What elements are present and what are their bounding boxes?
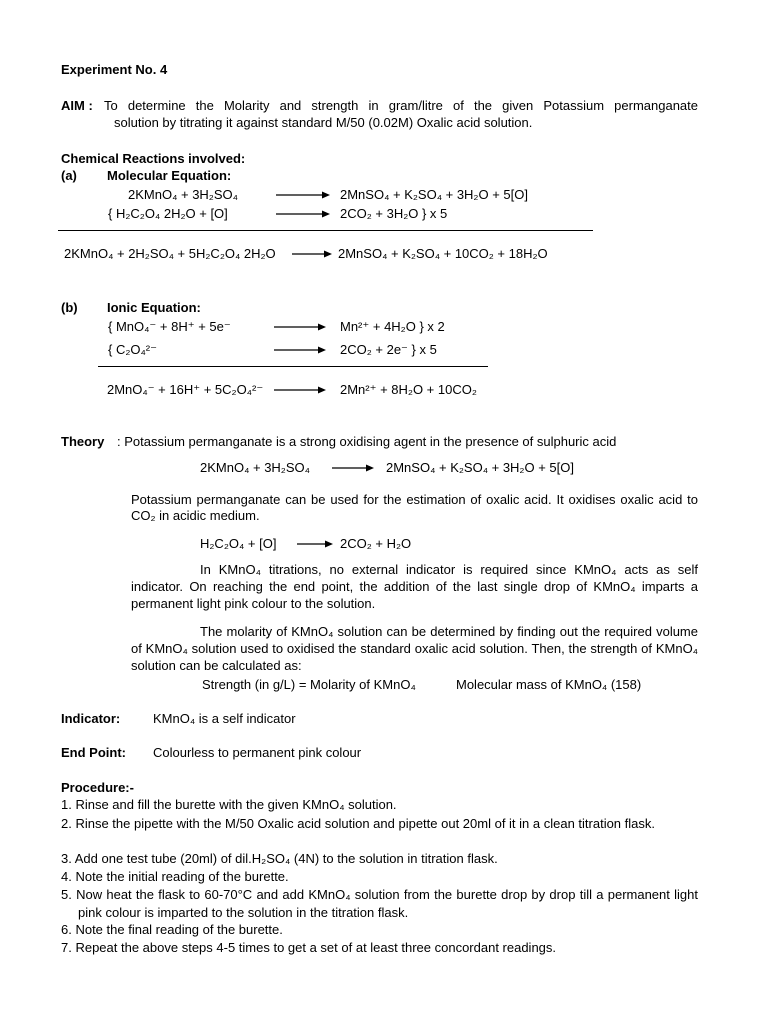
ion-reaction2-lhs: { C₂O₄²⁻ bbox=[108, 342, 157, 357]
reaction-arrow bbox=[297, 539, 333, 549]
reaction-arrow bbox=[274, 385, 326, 395]
theory-paragraph-3: The molarity of KMnO₄ solution can be determined by finding out the required volume of KMnO₄ solution used to oxidised the standard oxalic acid solution. Then, the strength of KMnO₄ solution can be calculated as: bbox=[131, 624, 698, 673]
ion-net-lhs: 2MnO₄⁻ + 16H⁺ + 5C₂O₄²⁻ bbox=[107, 382, 264, 397]
strength-formula-left: Strength (in g/L) = Molarity of KMnO₄ bbox=[202, 677, 416, 692]
aim-line-2: solution by titrating it against standard M/50 (0.02M) Oxalic acid solution. bbox=[114, 115, 533, 130]
mol-net-lhs: 2KMnO₄ + 2H₂SO₄ + 5H₂C₂O₄ 2H₂O bbox=[64, 246, 276, 261]
ion-reaction1-rhs: Mn²⁺ + 4H₂O } x 2 bbox=[340, 319, 445, 334]
procedure-step: 1. Rinse and fill the burette with the given KMnO₄ solution. bbox=[61, 797, 397, 812]
ion-reaction2-rhs: 2CO₂ + 2e⁻ } x 5 bbox=[340, 342, 437, 357]
reaction-arrow bbox=[276, 209, 330, 219]
ionic-equation-title: Ionic Equation: bbox=[107, 300, 201, 315]
theory-eq2-lhs: H₂C₂O₄ + [O] bbox=[200, 536, 277, 551]
procedure-step: 6. Note the final reading of the burette. bbox=[61, 922, 283, 937]
strength-formula-right: Molecular mass of KMnO₄ (158) bbox=[456, 677, 642, 692]
theory-intro: : Potassium permanganate is a strong oxidising agent in the presence of sulphuric acid bbox=[117, 434, 617, 449]
indicator-label: Indicator: bbox=[61, 711, 121, 726]
reactions-heading: Chemical Reactions involved: bbox=[61, 151, 246, 166]
mol-net-rhs: 2MnSO₄ + K₂SO₄ + 10CO₂ + 18H₂O bbox=[338, 246, 548, 261]
divider-line bbox=[98, 366, 488, 367]
procedure-heading: Procedure:- bbox=[61, 780, 134, 795]
mol-reaction2-lhs: { H₂C₂O₄ 2H₂O + [O] bbox=[108, 206, 228, 221]
ionic-label: (b) bbox=[61, 300, 78, 315]
aim-line-1: To determine the Molarity and strength in gram/litre of the given Potassium permanganate bbox=[104, 98, 698, 113]
aim-label: AIM : bbox=[61, 98, 93, 113]
experiment-title: Experiment No. 4 bbox=[61, 62, 168, 77]
reaction-arrow bbox=[274, 322, 326, 332]
ion-net-rhs: 2Mn²⁺ + 8H₂O + 10CO₂ bbox=[340, 382, 477, 397]
reaction-arrow bbox=[274, 345, 326, 355]
theory-label: Theory bbox=[61, 434, 105, 449]
procedure-step: 4. Note the initial reading of the burette. bbox=[61, 869, 289, 884]
theory-eq1-lhs: 2KMnO₄ + 3H₂SO₄ bbox=[200, 460, 310, 475]
reaction-arrow bbox=[292, 249, 332, 259]
mol-reaction1-lhs: 2KMnO₄ + 3H₂SO₄ bbox=[128, 187, 238, 202]
theory-eq1-rhs: 2MnSO₄ + K₂SO₄ + 3H₂O + 5[O] bbox=[386, 460, 574, 475]
reaction-arrow bbox=[276, 190, 330, 200]
mol-reaction2-rhs: 2CO₂ + 3H₂O } x 5 bbox=[340, 206, 448, 221]
theory-paragraph-2: In KMnO₄ titrations, no external indicator is required since KMnO₄ acts as self indicator. On reaching the end point, the addition of the last single drop of KMnO₄ imparts a permanent light pink colour to the solution. bbox=[131, 562, 698, 611]
end-point-label: End Point: bbox=[61, 745, 126, 760]
theory-eq2-rhs: 2CO₂ + H₂O bbox=[340, 536, 412, 551]
procedure-step: 3. Add one test tube (20ml) of dil.H₂SO₄ (4N) to the solution in titration flask. bbox=[61, 851, 498, 866]
end-point-value: Colourless to permanent pink colour bbox=[153, 745, 362, 760]
mol-reaction1-rhs: 2MnSO₄ + K₂SO₄ + 3H₂O + 5[O] bbox=[340, 187, 528, 202]
procedure-step: 7. Repeat the above steps 4-5 times to get a set of at least three concordant readings. bbox=[61, 940, 557, 955]
molecular-label: (a) bbox=[61, 168, 77, 183]
reaction-arrow bbox=[332, 463, 374, 473]
procedure-step: 5. Now heat the flask to 60-70°C and add KMnO₄ solution from the burette drop by drop till a permanent light pink colour is imparted to the solution in the titration flask. bbox=[61, 887, 698, 920]
theory-paragraph-1: Potassium permanganate can be used for the estimation of oxalic acid. It oxidises oxalic acid to CO₂ in acidic medium. bbox=[131, 492, 698, 523]
ion-reaction1-lhs: { MnO₄⁻ + 8H⁺ + 5e⁻ bbox=[108, 319, 231, 334]
divider-line bbox=[58, 230, 593, 231]
procedure-step: 2. Rinse the pipette with the M/50 Oxalic acid solution and pipette out 20ml of it in a clean titration flask. bbox=[61, 816, 655, 831]
indicator-value: KMnO₄ is a self indicator bbox=[153, 711, 296, 726]
molecular-equation-title: Molecular Equation: bbox=[107, 168, 232, 183]
